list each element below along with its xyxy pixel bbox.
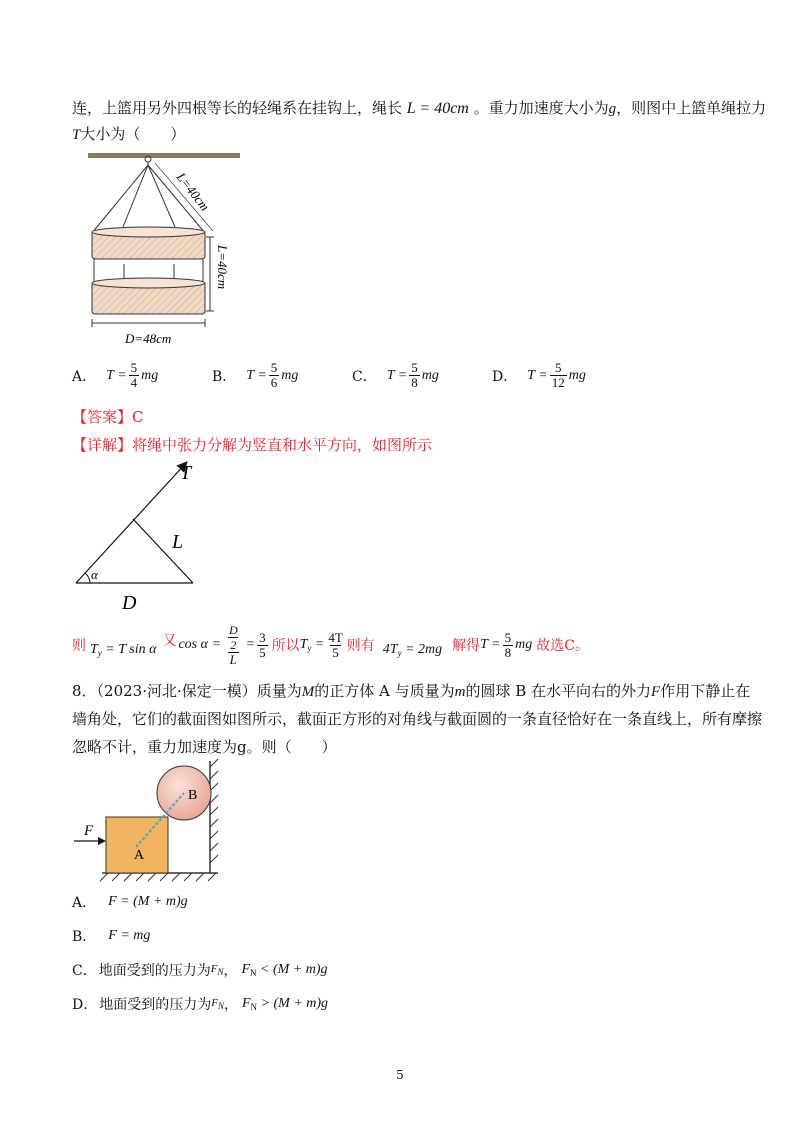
q8-line-2: 墙角处，它们的截面图如图所示，截面正方形的对角线与截面圆的一条直径恰好在一条直线上，所有摩擦 [72,710,763,728]
q7-line-2: T大小为（ ） [72,125,186,143]
q8-option-d[interactable]: D． 地面受到的压力为 $F_N$ ， $F_N > (M + m)g$ [72,996,329,1013]
label-B: B [188,788,198,803]
label-alpha: α [91,567,98,582]
q7-option-b[interactable]: B． T = $\frac{5}{6}$ mg [212,360,299,390]
rope-left [92,165,148,233]
page-number: 5 [396,1068,404,1082]
solution-line: 则 $T_y = T$ sin α 又 cos α = $\frac{\frac{D}{2}}{L}$ = $\frac{3}{5}$ 所以 $T_y$ = $\frac{4T}{5}$ 则有 $4T_y = 2mg$ 解得 T = $\frac{5}{8}$ mg 故选C。 [72,623,589,667]
label-L-side: L=40cm [215,245,230,290]
label-F: F [84,823,94,839]
cube-sphere-figure [72,757,232,885]
label-L: L [172,531,184,553]
q8-option-a[interactable]: A． F = (M + m)g [72,894,188,911]
q7-option-a[interactable]: A． T = $\frac{5}{4}$ mg [72,360,159,390]
ceiling-bar [88,153,240,158]
label-L-top: L=40cm [173,169,213,214]
rope-segment-L [133,519,193,583]
tension-arrow [76,463,186,583]
q7-line-1: 连，上篮用另外四根等长的轻绳系在挂钩上，绳长 L = 40cm 。重力加速度大小为g，则图中上篮单绳拉力 [72,99,767,117]
answer-label: 【答案】C [72,408,144,426]
label-D: D [122,592,137,614]
label-D: D=48cm [125,331,172,346]
q8-option-b[interactable]: B． F = mg [72,928,151,945]
q8-line-3: 忽略不计，重力加速度为g。则（ ） [72,738,337,756]
hanging-baskets-figure [80,145,260,355]
q8-option-c[interactable]: C． 地面受到的压力为 $F_N$ ， $F_N < (M + m)g$ [72,962,328,979]
detail-line: 【详解】将绳中张力分解为竖直和水平方向，如图所示 [72,436,433,454]
q7-option-c[interactable]: C． T = $\frac{5}{8}$ mg [352,360,439,390]
label-A: A [134,848,145,863]
label-T: T [180,462,192,484]
q8-line-1: 8．（2023·河北·保定一模）质量为M的正方体 A 与质量为m的圆球 B 在水平向右的外力F作用下静止在 [72,682,751,700]
force-triangle-figure [70,455,240,615]
q7-option-d[interactable]: D． T = $\frac{5}{12}$ mg [492,360,586,390]
